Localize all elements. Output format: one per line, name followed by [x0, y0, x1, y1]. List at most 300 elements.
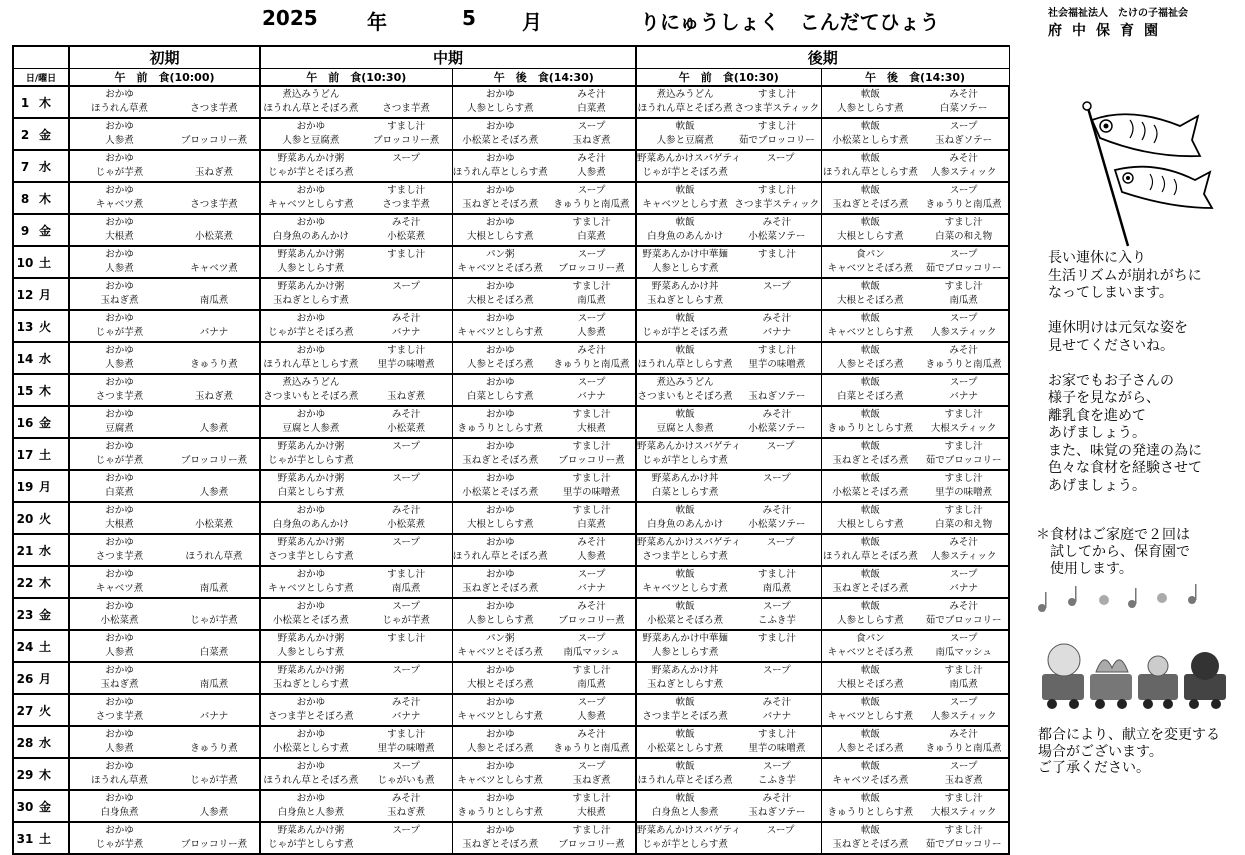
main-dish: 玉ねぎとそぼろ煮 — [832, 455, 909, 466]
side-dish: バナナ — [199, 327, 229, 338]
side-dish: さつま芋スティック — [734, 103, 820, 114]
side-dish — [733, 294, 820, 308]
staple-food: おかゆ — [105, 633, 134, 644]
main-dish: ほうれん草としらす煮 — [263, 359, 359, 370]
staple-food: 軟飯 — [675, 601, 695, 612]
date-cell — [13, 662, 69, 694]
staple-food: 軟飯 — [675, 217, 695, 228]
table-row — [13, 758, 1009, 790]
main-dish: 大根煮 — [105, 231, 134, 242]
side-dish: 南瓜煮 — [199, 295, 229, 306]
staple-food: おかゆ — [486, 505, 515, 516]
soup: スープ — [949, 633, 978, 644]
side-dish: 茹でブロッコリー — [925, 455, 1002, 466]
meal-cell-late-am — [636, 310, 821, 342]
meal-cell-late-pm — [821, 822, 1009, 854]
meal-cell-late-am — [636, 566, 821, 598]
soup: スープ — [392, 153, 420, 164]
meal-cell-late-pm — [821, 758, 1009, 790]
soup: みそ汁 — [762, 313, 792, 324]
meal-header-mid-pm: 午 後 食(14:30) — [452, 69, 636, 87]
soup — [169, 88, 259, 102]
staple-food: おかゆ — [486, 537, 515, 548]
side-dish: バナナ — [949, 391, 978, 402]
side-dish: バナナ — [577, 391, 606, 402]
staple-food: おかゆ — [486, 761, 515, 772]
staple-food: 軟飯 — [860, 121, 880, 132]
meal-header-late-am: 午 前 食(10:30) — [636, 69, 821, 87]
side-dish: 人参煮 — [577, 551, 606, 562]
meal-cell-mid-pm — [452, 790, 636, 822]
side-dish — [733, 646, 820, 660]
meal-cell-early — [69, 406, 260, 438]
soup: スープ — [392, 825, 420, 836]
main-dish: 人参としらす煮 — [467, 103, 534, 114]
meal-cell-late-pm — [821, 438, 1009, 470]
meal-cell-early — [69, 310, 260, 342]
meal-cell-late-am — [636, 470, 821, 502]
table-row — [13, 566, 1009, 598]
meal-cell-late-am — [636, 374, 821, 406]
main-dish: 小松菜としらす煮 — [647, 743, 724, 754]
meal-cell-mid-am — [260, 406, 452, 438]
meal-cell-mid-pm — [452, 534, 636, 566]
staple-food: 野菜あんかけ中華麺 — [642, 249, 728, 260]
main-dish: 白菜とそぼろ煮 — [837, 391, 904, 402]
main-dish: 人参とそぼろ煮 — [467, 743, 534, 754]
side-dish: バナナ — [762, 327, 792, 338]
main-dish: 小松菜とそぼろ煮 — [647, 615, 724, 626]
main-dish: 大根煮 — [105, 519, 134, 530]
weekday: 水 — [38, 735, 51, 750]
side-dish: ほうれん草煮 — [185, 551, 243, 562]
day-number: 17 — [16, 447, 34, 462]
soup: スープ — [577, 761, 606, 772]
main-dish: 人参と豆腐煮 — [282, 135, 340, 146]
staple-food: 煮込みうどん — [282, 377, 340, 388]
soup: みそ汁 — [391, 409, 421, 420]
soup: すまし汁 — [387, 729, 426, 740]
side-dish: じゃがいも煮 — [377, 775, 435, 786]
soup: みそ汁 — [949, 601, 978, 612]
day-number: 23 — [16, 607, 34, 622]
staple-food: おかゆ — [296, 729, 326, 740]
weekday: 木 — [38, 575, 51, 590]
staple-food: おかゆ — [486, 569, 515, 580]
staple-food: おかゆ — [105, 249, 134, 260]
weekday: 火 — [38, 319, 51, 334]
table-row — [13, 246, 1009, 278]
main-dish: 大根としらす煮 — [467, 519, 534, 530]
meal-cell-late-am — [636, 182, 821, 214]
soup — [169, 344, 259, 358]
date-cell — [13, 630, 69, 662]
side-dish: 人参スティック — [930, 167, 997, 178]
main-dish: ほうれん草としらす煮 — [452, 167, 548, 178]
meal-cell-early — [69, 374, 260, 406]
staple-food: おかゆ — [486, 313, 515, 324]
soup: みそ汁 — [577, 601, 606, 612]
soup: すまし汁 — [572, 217, 611, 228]
main-dish: キャベツそぼろ煮 — [832, 775, 909, 786]
main-dish: 豆腐と人参煮 — [282, 423, 340, 434]
soup: スープ — [766, 153, 795, 164]
weekday: 金 — [38, 223, 51, 238]
soup — [169, 536, 259, 550]
meal-cell-mid-am — [260, 630, 452, 662]
soup: すまし汁 — [757, 345, 796, 356]
side-dish: きゅうりと南瓜煮 — [553, 199, 630, 210]
table-row — [13, 502, 1009, 534]
main-dish: キャベツとそぼろ煮 — [827, 647, 914, 658]
date-cell — [13, 470, 69, 502]
staple-food: おかゆ — [296, 697, 326, 708]
side-dish: きゅうりと南瓜煮 — [553, 359, 630, 370]
staple-food: 野菜あんかけ丼 — [651, 665, 719, 676]
table-row — [13, 438, 1009, 470]
weekday: 木 — [38, 95, 51, 110]
day-number: 27 — [16, 703, 34, 718]
soup: すまし汁 — [944, 473, 983, 484]
soup: みそ汁 — [577, 345, 606, 356]
meal-cell-early — [69, 726, 260, 758]
staple-food: 軟飯 — [860, 793, 880, 804]
staple-food: 軟飯 — [860, 537, 880, 548]
date-cell — [13, 246, 69, 278]
soup: スープ — [766, 825, 795, 836]
side-dish: 玉ねぎソテー — [748, 807, 806, 818]
meal-cell-late-am — [636, 502, 821, 534]
day-number: 10 — [16, 255, 34, 270]
soup — [169, 152, 259, 166]
side-dish: 南瓜煮 — [391, 583, 421, 594]
side-dish: 大根スティック — [930, 423, 997, 434]
weekday: 土 — [38, 255, 51, 270]
side-dish: バナナ — [949, 583, 978, 594]
main-dish: キャベツとしらす煮 — [642, 583, 728, 594]
side-dish: 玉ねぎ煮 — [572, 135, 611, 146]
soup: みそ汁 — [762, 505, 792, 516]
side-dish — [361, 262, 452, 276]
main-dish: 人参としらす煮 — [651, 647, 719, 658]
meal-cell-mid-am — [260, 278, 452, 310]
meal-cell-late-am — [636, 694, 821, 726]
meal-cell-mid-am — [260, 790, 452, 822]
soup: スープ — [577, 185, 606, 196]
side-dish: 茹でブロッコリー — [925, 615, 1002, 626]
main-dish: 人参とそぼろ煮 — [837, 359, 904, 370]
day-number: 24 — [16, 639, 34, 654]
staple-food: 軟飯 — [860, 217, 880, 228]
date-cell — [13, 790, 69, 822]
side-dish: 茹でブロッコリー — [738, 135, 815, 146]
main-dish: 人参煮 — [105, 359, 134, 370]
staple-food: おかゆ — [486, 665, 515, 676]
caution-text: ＊食材はご家庭で２回は 試してから、保育園で 使用します。 — [1036, 527, 1190, 577]
soup: すまし汁 — [572, 409, 611, 420]
side-dish — [733, 262, 820, 276]
meal-cell-mid-am — [260, 438, 452, 470]
main-dish: 人参とそぼろ煮 — [467, 359, 534, 370]
date-cell — [13, 502, 69, 534]
staple-food: おかゆ — [105, 601, 134, 612]
meal-cell-early — [69, 566, 260, 598]
date-cell — [13, 150, 69, 182]
staple-food: 軟飯 — [860, 153, 880, 164]
soup — [733, 376, 820, 390]
date-cell — [13, 566, 69, 598]
side-dish: ブロッコリー煮 — [180, 135, 248, 146]
side-dish — [361, 678, 452, 692]
staple-food: 煮込みうどん — [656, 377, 714, 388]
staple-food: おかゆ — [296, 313, 326, 324]
staple-food: 軟飯 — [860, 505, 880, 516]
soup — [169, 504, 259, 518]
staple-food: おかゆ — [105, 761, 134, 772]
staple-food: 軟飯 — [860, 729, 880, 740]
staple-food: おかゆ — [486, 409, 515, 420]
staple-food: おかゆ — [105, 345, 134, 356]
koinobori-icon — [1070, 98, 1220, 248]
meal-cell-early — [69, 790, 260, 822]
meal-cell-late-pm — [821, 470, 1009, 502]
meal-cell-mid-pm — [452, 758, 636, 790]
soup — [169, 792, 259, 806]
soup: みそ汁 — [391, 313, 421, 324]
day-number: 1 — [20, 95, 30, 110]
main-dish: ほうれん草としらす煮 — [822, 167, 918, 178]
soup — [169, 664, 259, 678]
soup — [361, 376, 452, 390]
date-cell — [13, 406, 69, 438]
meal-cell-late-am — [636, 598, 821, 630]
side-dish: 玉ねぎソテー — [935, 135, 993, 146]
meal-cell-mid-am — [260, 662, 452, 694]
main-dish: 玉ねぎとそぼろ煮 — [462, 455, 539, 466]
side-dish: 玉ねぎ煮 — [194, 167, 233, 178]
side-dish: 人参スティック — [930, 551, 997, 562]
soup: みそ汁 — [762, 793, 792, 804]
staple-food: おかゆ — [486, 601, 515, 612]
meal-cell-mid-pm — [452, 598, 636, 630]
meal-cell-late-am — [636, 406, 821, 438]
meal-cell-mid-pm — [452, 566, 636, 598]
title-year: 2025 — [262, 6, 318, 30]
side-dish — [361, 294, 452, 308]
main-dish: キャベツとしらす煮 — [457, 775, 544, 786]
side-dish: 里芋の味噌煮 — [748, 359, 806, 370]
soup: スープ — [392, 281, 420, 292]
soup: すまし汁 — [572, 473, 611, 484]
table-row — [13, 726, 1009, 758]
side-dish: さつま芋煮 — [190, 103, 238, 114]
staple-food: 軟飯 — [860, 377, 880, 388]
side-dish: 南瓜煮 — [762, 583, 792, 594]
side-dish — [733, 486, 820, 500]
date-cell — [13, 822, 69, 854]
soup: スープ — [577, 377, 606, 388]
side-dish: 玉ねぎ煮 — [572, 775, 611, 786]
meal-cell-late-am — [636, 150, 821, 182]
date-cell — [13, 374, 69, 406]
staple-food: おかゆ — [105, 665, 134, 676]
side-dish: 人参煮 — [199, 807, 229, 818]
weekday: 木 — [38, 191, 51, 206]
date-cell — [13, 438, 69, 470]
staple-food: 野菜あんかけスパゲティ — [637, 825, 741, 836]
main-dish: キャベツとしらす煮 — [457, 711, 544, 722]
meal-cell-mid-pm — [452, 694, 636, 726]
staple-food: おかゆ — [105, 313, 134, 324]
staple-food: おかゆ — [296, 217, 326, 228]
soup — [169, 184, 259, 198]
soup: すまし汁 — [757, 185, 796, 196]
main-dish: 人参としらす煮 — [467, 615, 534, 626]
main-dish: 白菜としらす煮 — [651, 487, 719, 498]
main-dish: さつま芋とそぼろ煮 — [642, 711, 728, 722]
soup — [169, 728, 259, 742]
soup: すまし汁 — [944, 409, 983, 420]
meal-cell-late-am — [636, 822, 821, 854]
staple-food: 軟飯 — [675, 729, 695, 740]
main-dish: キャベツとそぼろ煮 — [827, 263, 914, 274]
main-dish: 玉ねぎとしらす煮 — [272, 295, 349, 306]
side-dish: さつま芋煮 — [382, 199, 430, 210]
main-dish: じゃが芋煮 — [95, 455, 144, 466]
side-dish: 大根煮 — [577, 807, 606, 818]
side-dish: ブロッコリー煮 — [558, 615, 625, 626]
side-dish — [733, 166, 820, 180]
main-dish: 大根とそぼろ煮 — [837, 679, 904, 690]
main-dish: 人参とそぼろ煮 — [837, 743, 904, 754]
period-early: 初期 — [69, 46, 260, 69]
staple-food: おかゆ — [105, 217, 134, 228]
main-dish: 人参と豆腐煮 — [656, 135, 714, 146]
meal-cell-mid-pm — [452, 374, 636, 406]
meal-header-late-pm: 午 後 食(14:30) — [821, 69, 1009, 87]
soup: みそ汁 — [577, 729, 606, 740]
main-dish: キャベツとしらす煮 — [268, 199, 354, 210]
meal-cell-late-am — [636, 630, 821, 662]
table-row — [13, 278, 1009, 310]
meal-cell-late-pm — [821, 502, 1009, 534]
meal-cell-late-pm — [821, 790, 1009, 822]
soup: すまし汁 — [944, 505, 983, 516]
side-dish: 白菜ソテー — [939, 103, 988, 114]
main-dish: 白菜煮 — [105, 487, 134, 498]
soup: スープ — [949, 377, 978, 388]
animal-train-icon — [1040, 632, 1230, 712]
soup: スープ — [763, 601, 791, 612]
side-dish: 茹でブロッコリー — [925, 839, 1002, 850]
soup: スープ — [763, 761, 791, 772]
soup: スープ — [949, 761, 978, 772]
staple-food: おかゆ — [105, 473, 134, 484]
soup: すまし汁 — [572, 793, 611, 804]
side-dish: バナナ — [391, 327, 421, 338]
staple-food: おかゆ — [105, 825, 134, 836]
main-dish: じゃが芋とそぼろ煮 — [642, 327, 728, 338]
soup: すまし汁 — [387, 249, 426, 260]
meal-cell-early — [69, 118, 260, 150]
meal-cell-mid-pm — [452, 822, 636, 854]
soup: すまし汁 — [757, 569, 796, 580]
table-row — [13, 822, 1009, 854]
side-dish: 里芋の味噌煮 — [377, 359, 435, 370]
title-month-label: 月 — [522, 10, 542, 34]
staple-food: 軟飯 — [860, 313, 880, 324]
meal-cell-late-pm — [821, 310, 1009, 342]
side-dish: バナナ — [762, 711, 792, 722]
main-dish: ほうれん草煮 — [90, 103, 148, 114]
soup: みそ汁 — [949, 729, 978, 740]
side-dish: 小松菜煮 — [387, 519, 426, 530]
main-dish: 人参としらす煮 — [651, 263, 719, 274]
meal-cell-mid-am — [260, 758, 452, 790]
soup — [361, 88, 452, 102]
staple-food: 軟飯 — [860, 185, 880, 196]
meal-cell-early — [69, 598, 260, 630]
weekday: 土 — [38, 639, 51, 654]
main-dish: キャベツとそぼろ煮 — [457, 647, 544, 658]
main-dish: 白身魚と人参煮 — [651, 807, 719, 818]
main-dish: 小松菜煮 — [100, 615, 139, 626]
soup: すまし汁 — [944, 665, 983, 676]
day-number: 8 — [20, 191, 30, 206]
meal-cell-mid-am — [260, 470, 452, 502]
day-number: 13 — [16, 319, 34, 334]
main-dish: 大根としらす煮 — [467, 231, 534, 242]
meal-cell-early — [69, 438, 260, 470]
meal-cell-mid-am — [260, 374, 452, 406]
date-cell — [13, 726, 69, 758]
side-dish: 小松菜ソテー — [748, 423, 806, 434]
main-dish: 大根としらす煮 — [837, 231, 904, 242]
meal-cell-early — [69, 342, 260, 374]
main-dish: 玉ねぎ煮 — [100, 295, 139, 306]
side-dish: 玉ねぎ煮 — [194, 391, 233, 402]
table-row — [13, 182, 1009, 214]
day-number: 2 — [20, 127, 30, 142]
side-dish: 小松菜ソテー — [748, 519, 806, 530]
main-dish: じゃが芋煮 — [95, 839, 144, 850]
side-dish: 南瓜煮 — [577, 295, 606, 306]
side-dish: 南瓜煮 — [199, 679, 229, 690]
weekday: 金 — [38, 607, 51, 622]
side-dish: 南瓜マッシュ — [935, 647, 992, 658]
meal-cell-mid-am — [260, 694, 452, 726]
main-dish: 白菜としらす煮 — [467, 391, 534, 402]
meal-cell-late-am — [636, 790, 821, 822]
meal-cell-late-am — [636, 278, 821, 310]
soup: みそ汁 — [949, 537, 978, 548]
day-number: 19 — [16, 479, 34, 494]
soup — [169, 632, 259, 646]
staple-food: 野菜あんかけ粥 — [277, 633, 345, 644]
staple-food: おかゆ — [105, 441, 134, 452]
meal-cell-late-pm — [821, 662, 1009, 694]
main-dish: 人参煮 — [105, 743, 134, 754]
staple-food: 軟飯 — [860, 697, 880, 708]
soup: すまし汁 — [387, 633, 426, 644]
date-cell — [13, 182, 69, 214]
weekday: 火 — [38, 511, 51, 526]
staple-food: おかゆ — [296, 345, 326, 356]
side-dish: ブロッコリー煮 — [372, 135, 440, 146]
side-dish: 里芋の味噌煮 — [377, 743, 435, 754]
weekday: 木 — [38, 767, 51, 782]
main-dish: 白菜としらす煮 — [277, 487, 345, 498]
